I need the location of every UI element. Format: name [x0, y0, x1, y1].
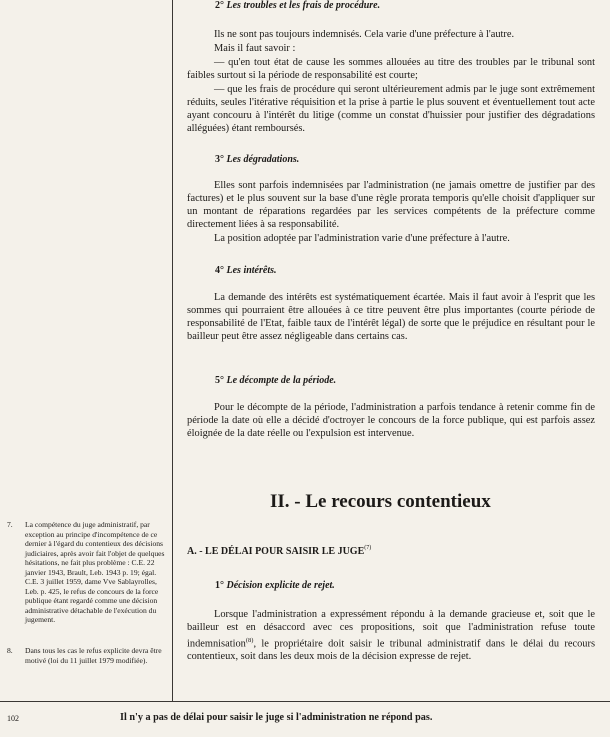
footnote-number: 7.: [7, 520, 13, 529]
paragraph: [187, 43, 595, 56]
section-number: 3°: [215, 154, 224, 165]
paragraph: [187, 292, 595, 344]
section-title: Les intérêts.: [226, 265, 277, 276]
section-number: 2°: [215, 0, 224, 11]
section-heading-troubles: [215, 0, 380, 11]
bottom-rule: [0, 701, 610, 702]
subsection-title: A. - LE DÉLAI POUR SAISIR LE JUGE: [187, 546, 365, 557]
paragraph: [187, 29, 595, 42]
footnote-number: 8.: [7, 646, 13, 655]
section-number: 5°: [215, 375, 224, 386]
footnote-text: Dans tous les cas le refus explicite devra être motivé (loi du 11 juillet 1979 modifiée).: [25, 646, 162, 665]
section-title: Les dégradations.: [226, 154, 300, 165]
part-title: II. - Le recours contentieux: [270, 491, 491, 512]
paragraph: [187, 402, 595, 441]
paragraph-text: — qu'en tout état de cause les sommes allouées au titre des troubles par le tribunal sont faibles surtout si la période de responsabilité est courte;: [187, 57, 595, 81]
footnote: [7, 646, 165, 665]
paragraph: [187, 57, 595, 83]
paragraph-text: La demande des intérêts est systématiquement écartée. Mais il faut avoir à l'esprit que les sommes qui pourraient être allouées à ce titre peuvent être plus importantes (courte période de responsabilité de l'Etat, faible taux de l'intérêt légal) de sorte que le préjudice en résultant pour le bailleur peut être assez négligeable dans certains cas.: [187, 292, 595, 342]
paragraph-text: Mais il faut savoir :: [214, 43, 296, 54]
paragraph: [187, 84, 595, 136]
page-number: 102: [7, 714, 19, 723]
paragraph: [187, 609, 595, 664]
paragraph-text: Ils ne sont pas toujours indemnisés. Cela varie d'une préfecture à l'autre.: [214, 29, 515, 40]
footnote-ref: (7): [364, 545, 372, 551]
section-title: Les troubles et les frais de procédure.: [226, 0, 381, 11]
paragraph-text: Elles sont parfois indemnisées par l'administration (ne jamais omettre de justifier par des factures) et le plus souvent sur la base d'une règle prorata temporis qu'elle choisit d'appliquer sur un montant de réparations regardées par les services compétents de la préfecture comme directement liées à sa responsabilité.: [187, 180, 595, 230]
subsection-heading: [187, 545, 371, 557]
bottom-note: Il n'y a pas de délai pour saisir le juge si l'administration ne répond pas.: [120, 712, 433, 723]
section-title: Le décompte de la période.: [226, 375, 337, 386]
paragraph-text: La position adoptée par l'administration varie d'une préfecture à l'autre.: [214, 233, 510, 244]
section-heading-decompte: [215, 375, 336, 386]
section-title: Décision explicite de rejet.: [226, 580, 335, 591]
paragraph: [187, 180, 595, 232]
paragraph-text: Lorsque l'administration a expressément répondu à la demande gracieuse et, soit que le bailleur est en désaccord avec ces propositions, soit que l'administration refuse toute indemnisation: [187, 609, 595, 650]
paragraph-text: , le propriétaire doit saisir le tribunal administratif dans le délai du recours contentieux, soit dans les deux mois de la décision expresse de rejet.: [187, 638, 595, 663]
footnote-ref: (8): [245, 636, 254, 644]
section-heading-decision: [215, 580, 335, 591]
section-heading-degradations: [215, 154, 299, 165]
paragraph: [187, 233, 595, 246]
paragraph-text: Pour le décompte de la période, l'administration a parfois tendance à retenir comme fin de période la date où elle a décidé d'octroyer le concours de la force publique, qui est parfois assez éloignée de la date réelle ou l'expulsion est intervenue.: [187, 402, 595, 439]
footnote: [7, 520, 165, 625]
margin-rule: [172, 0, 173, 701]
section-heading-interets: [215, 265, 277, 276]
section-number: 1°: [215, 580, 224, 591]
section-number: 4°: [215, 265, 224, 276]
footnote-text: La compétence du juge administratif, par exception au principe d'incompétence de ce dernier à l'égard du contentieux des décisions judiciaires, après avoir fait l'objet de quelques hésitations, ne fait plus problème : C.E. 22 janvier 1943, Brault, Leb. 1943 p. 19; égal. C.E. 3 juillet 1959, dame Vve Sablayrolles, Leb. p. 425, le refus de concours de la force publique étant regardé comme une décision administrative détachable de l'exécution du jugement.: [25, 520, 165, 624]
paragraph-text: — que les frais de procédure qui seront ultérieurement admis par le juge sont extrêmement réduits, seules l'itérative réquisition et la prise à partie le plus souvent et éventuellement tout acte ayant concouru à l'intérêt du litige (comme un constat d'huissier pour justifier des dégradations alléguées) étant remboursés.: [187, 84, 595, 134]
